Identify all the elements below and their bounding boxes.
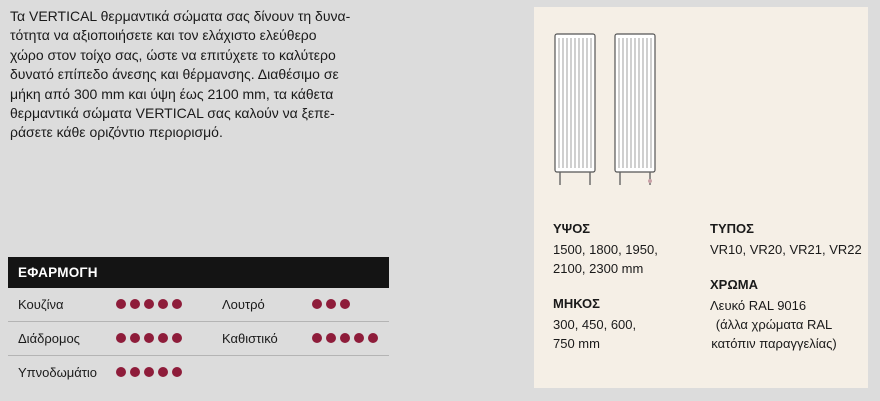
application-label: Λουτρό xyxy=(222,297,265,312)
rating-dot xyxy=(312,333,322,343)
rating-dot xyxy=(116,299,126,309)
rating-dot xyxy=(144,299,154,309)
rating-dot xyxy=(130,299,140,309)
length-line: 300, 450, 600, xyxy=(553,317,637,332)
height-line: 2100, 2300 mm xyxy=(553,261,644,276)
height-line: 1500, 1800, 1950, xyxy=(553,242,658,257)
color-title: ΧΡΩΜΑ xyxy=(710,277,758,292)
intro-line: μήκη από 300 mm και ύψη έως 2100 mm, τα κάθετα xyxy=(10,85,334,102)
applications-header: ΕΦΑΡΜΟΓΗ xyxy=(8,257,389,288)
rating-dot xyxy=(172,367,182,377)
length-line: 750 mm xyxy=(553,336,600,351)
application-label: Διάδρομος xyxy=(18,331,80,346)
rating-dots xyxy=(312,333,378,343)
rating-dot xyxy=(130,333,140,343)
rating-dot xyxy=(116,367,126,377)
type-line: VR10, VR20, VR21, VR22 xyxy=(710,242,862,257)
length-title: ΜΗΚΟΣ xyxy=(553,296,600,311)
table-row xyxy=(8,322,389,356)
rating-dot xyxy=(158,299,168,309)
table-row xyxy=(8,288,389,322)
radiator-icon xyxy=(554,33,596,185)
rating-dot xyxy=(326,333,336,343)
length-values xyxy=(553,315,636,353)
intro-line: χώρο στον τοίχο σας, ώστε να επιτύχετε το καλύτερο xyxy=(10,46,336,63)
rating-dot xyxy=(158,333,168,343)
application-label: Κουζίνα xyxy=(18,297,64,312)
color-line: (άλλα χρώματα RAL xyxy=(715,317,833,332)
rating-dot xyxy=(144,333,154,343)
color-line: κατόπιν παραγγελίας) xyxy=(711,336,837,351)
application-label: Υπνοδωμάτιο xyxy=(18,365,98,380)
type-title: ΤΥΠΟΣ xyxy=(710,221,754,236)
rating-dot xyxy=(340,333,350,343)
intro-line: θερμαντικά σώματα VERTICAL σας καλούν να ξεπε- xyxy=(10,105,335,122)
application-label: Καθιστικό xyxy=(222,331,278,346)
rating-dots xyxy=(116,367,182,377)
height-title: ΥΨΟΣ xyxy=(553,221,591,236)
rating-dots xyxy=(116,333,182,343)
rating-dot xyxy=(116,333,126,343)
rating-dot xyxy=(326,299,336,309)
rating-dot xyxy=(312,299,322,309)
rating-dots xyxy=(116,299,182,309)
rating-dot xyxy=(144,367,154,377)
rating-dot xyxy=(340,299,350,309)
height-values xyxy=(553,240,658,278)
rating-dot xyxy=(158,367,168,377)
radiator-icon xyxy=(614,33,656,185)
table-row xyxy=(8,356,389,389)
type-values xyxy=(710,240,862,259)
radiator-illustration xyxy=(554,33,596,185)
rating-dot xyxy=(354,333,364,343)
intro-line: τότητα να αξιοποιήσετε και τον ελάχιστο ελεύθερο xyxy=(10,27,317,44)
rating-dot xyxy=(130,367,140,377)
intro-paragraph xyxy=(10,7,388,143)
rating-dot xyxy=(368,333,378,343)
intro-line: Τα VERTICAL θερμαντικά σώματα σας δίνουν τη δυνα- xyxy=(10,8,351,24)
applications-table xyxy=(8,257,389,389)
intro-line: ράσετε κάθε οριζόντιο περιορισμό. xyxy=(10,124,223,141)
color-values xyxy=(706,296,842,353)
rating-dot xyxy=(172,299,182,309)
rating-dots xyxy=(312,299,350,309)
radiator-illustration xyxy=(614,33,656,185)
rating-dot xyxy=(172,333,182,343)
spec-panel xyxy=(534,7,868,388)
color-line: Λευκό RAL 9016 xyxy=(710,298,807,313)
intro-line: δυνατό επίπεδο άνεσης και θέρμανσης. Διαθέσιμο σε xyxy=(10,66,339,83)
